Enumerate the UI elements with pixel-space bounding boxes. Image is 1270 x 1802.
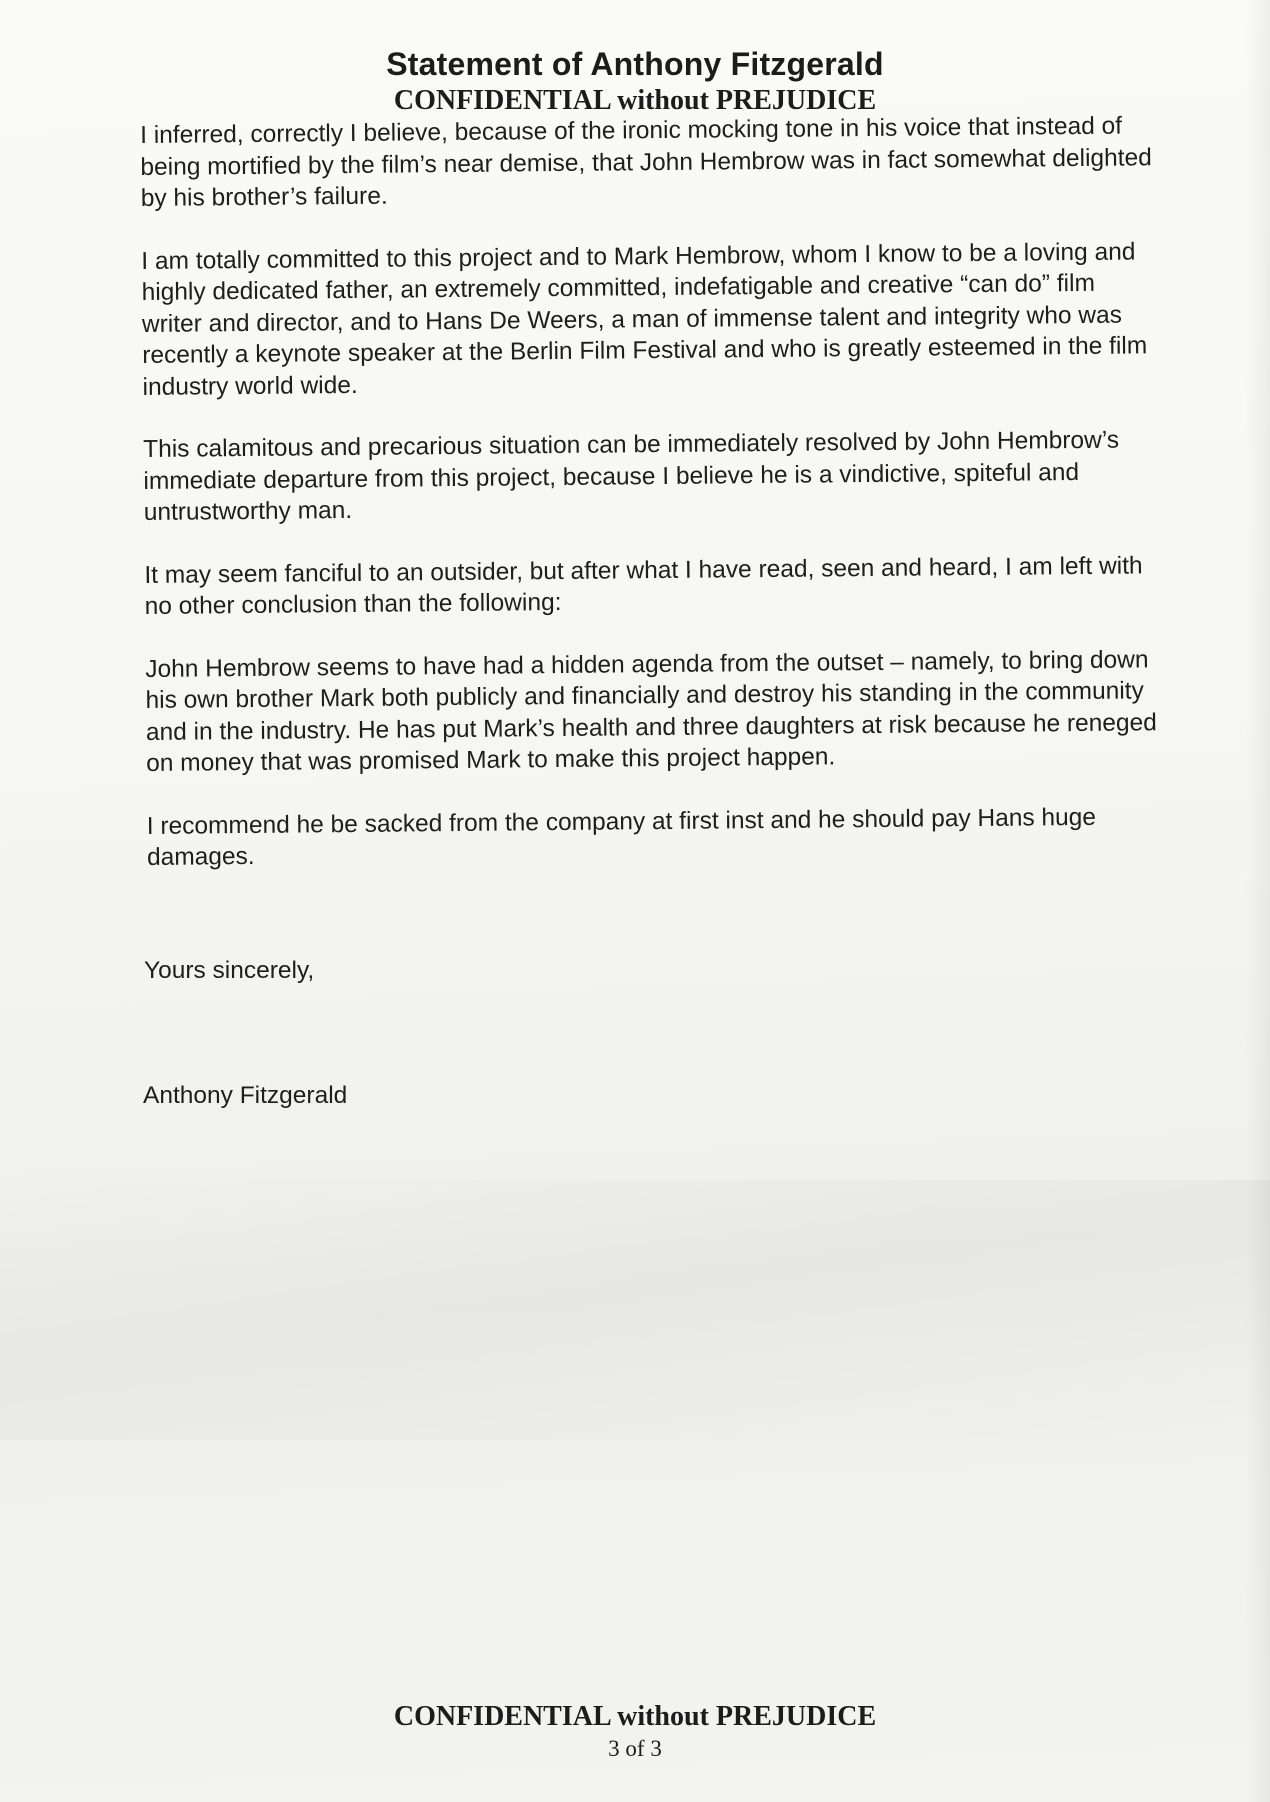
document-title: Statement of Anthony Fitzgerald — [386, 46, 884, 82]
paper-edge-shadow — [1246, 0, 1270, 1802]
page-number: 3 of 3 — [608, 1736, 662, 1761]
paragraph-commitment: I am totally committed to this project and to Mark Hembrow, whom I know to be a loving and highly dedicated father, an extremely committed, indefatigable and creative “can do” film writer and director, and to Hans De Weers, a man of immense talent and integrity who was recently a keynote speaker at the Berlin Film Festival and who is greatly esteemed in the film industry world wide. — [141, 237, 1148, 401]
paragraph-resolution: This calamitous and precarious situation can be immediately resolved by John Hembrow’s immediate departure from this project, because I believe he is a vindictive, spiteful and untrustworthy man. — [143, 426, 1120, 526]
paper-fold-shadow — [0, 1180, 1270, 1440]
paragraph-hidden-agenda: John Hembrow seems to have had a hidden agenda from the outset – namely, to bring down his own brother Mark both publicly and financially and destroy his standing in the community and in the industry. He has put Mark’s health and three daughters at risk because he reneged on money that was promised Mark to make this project happen. — [145, 645, 1158, 777]
confidentiality-notice-header: CONFIDENTIAL without PREJUDICE — [393, 85, 877, 116]
document-header — [0, 44, 1270, 118]
paragraph-conclusion-intro: It may seem fanciful to an outsider, but after what I have read, seen and heard, I am left with no other conclusion than the following: — [144, 551, 1143, 620]
closing-salutation: Yours sincerely, — [144, 957, 315, 984]
document-footer — [0, 1700, 1270, 1764]
paragraph-recommendation: I recommend he be sacked from the company at first inst and he should pay Hans huge damages. — [146, 803, 1097, 871]
signatory-name: Anthony Fitzgerald — [143, 1082, 348, 1109]
confidentiality-notice-footer: CONFIDENTIAL without PREJUDICE — [393, 1701, 877, 1732]
paragraph-inference: I inferred, correctly I believe, because of the ironic mocking tone in his voice that instead of being mortified by the film’s near demise, that John Hembrow was in fact somewhat delighted by his brother’s failure. — [140, 112, 1152, 212]
statement-body — [140, 110, 1162, 904]
